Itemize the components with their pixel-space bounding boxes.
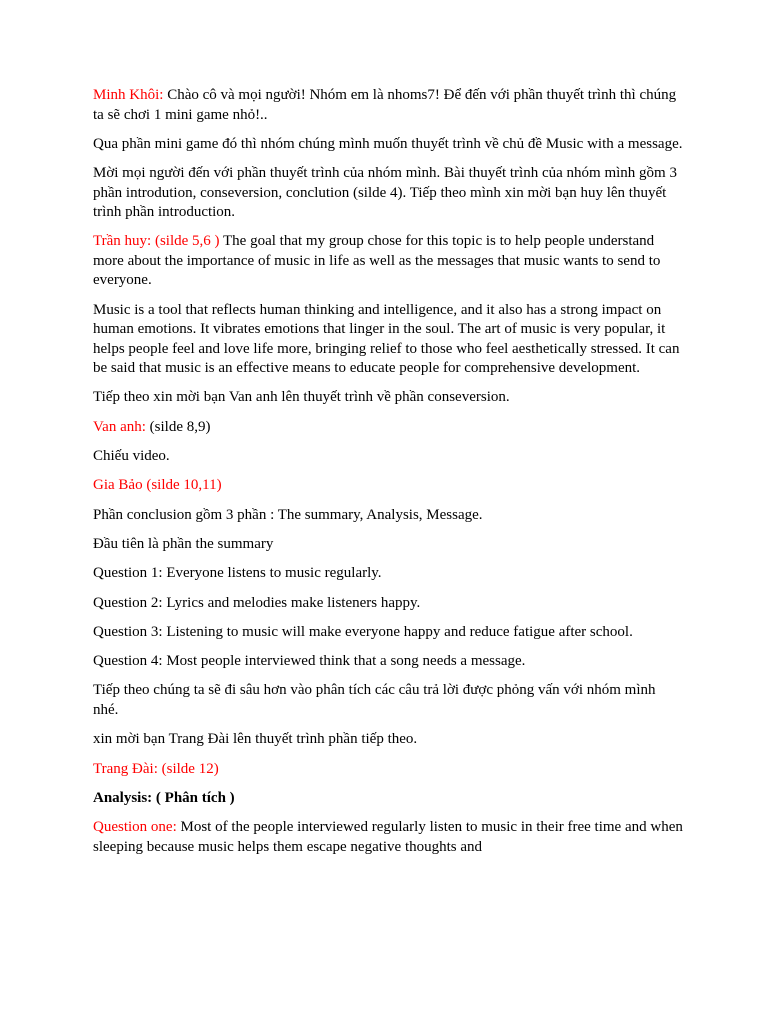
paragraph-question-1 bbox=[93, 564, 683, 584]
paragraph-music-tool bbox=[93, 301, 683, 379]
paragraph-text: Phần conclusion gồm 3 phần : The summary, Analysis, Message. bbox=[93, 506, 483, 523]
paragraph-text: Question 4: Most people interviewed think that a song needs a message. bbox=[93, 653, 526, 670]
paragraph-analysis-transition bbox=[93, 681, 683, 720]
paragraph-text: Chiếu video. bbox=[93, 448, 170, 465]
paragraph-invite-trang-dai bbox=[93, 730, 683, 750]
paragraph-text: (silde 8,9) bbox=[145, 418, 211, 435]
paragraph-question-4 bbox=[93, 652, 683, 672]
paragraph-question-2 bbox=[93, 594, 683, 614]
paragraph-van-anh bbox=[93, 418, 683, 438]
speaker-gia-bao: Gia Bảo (silde 10,11) bbox=[93, 477, 222, 494]
paragraph-introduction bbox=[93, 232, 683, 291]
heading-text: Analysis: ( Phân tích ) bbox=[93, 789, 235, 806]
paragraph-video bbox=[93, 447, 683, 467]
paragraph-summary-intro bbox=[93, 535, 683, 555]
paragraph-text: Most of the people interviewed regularly listen to music in their free time and when sleeping because music helps them escape negative thoughts and bbox=[93, 819, 683, 855]
paragraph-text: Mời mọi người đến với phần thuyết trình của nhóm mình. Bài thuyết trình của nhóm mình gồm 3 phần introdution, conseversion, conclution (silde 4). Tiếp theo mình xin mời bạn huy lên thuyết trình phần introduction. bbox=[93, 165, 677, 221]
speaker-trang-dai: Trang Đài: (silde 12) bbox=[93, 760, 219, 777]
analysis-heading bbox=[93, 789, 683, 809]
paragraph-text: Tiếp theo xin mời bạn Van anh lên thuyết trình về phần conseversion. bbox=[93, 389, 510, 406]
paragraph-outline bbox=[93, 164, 683, 223]
speaker-van-anh: Van anh: bbox=[93, 418, 146, 435]
document-page bbox=[93, 86, 683, 867]
speaker-minh-khoi: Minh Khôi: bbox=[93, 87, 164, 103]
label-question-one: Question one: bbox=[93, 819, 177, 836]
paragraph-transition-van-anh bbox=[93, 388, 683, 408]
paragraph-intro bbox=[93, 86, 683, 125]
paragraph-text: The goal that my group chose for this topic is to help people understand more about the importance of music in life as well as the messages that music wants to send to everyone. bbox=[93, 233, 661, 289]
paragraph-text: Music is a tool that reflects human thinking and intelligence, and it also has a strong impact on human emotions. It vibrates emotions that linger in the soul. The art of music is very popular, it helps people feel and love life more, bringing relief to those who feel aesthetically stressed. It can be said that music is an effective means to educate people for comprehensive development. bbox=[93, 301, 680, 377]
paragraph-text: Qua phần mini game đó thì nhóm chúng mình muốn thuyết trình về chủ đề Music with a message. bbox=[93, 135, 683, 152]
speaker-tran-huy: Trần huy: (silde 5,6 ) bbox=[93, 233, 220, 250]
paragraph-gia-bao bbox=[93, 476, 683, 496]
paragraph-conclusion-parts bbox=[93, 506, 683, 526]
paragraph-text: Chào cô và mọi người! Nhóm em là nhoms7! Để đến với phần thuyết trình thì chúng ta sẽ chơi 1 mini game nhỏ!.. bbox=[93, 87, 677, 123]
paragraph-text: Đầu tiên là phần the summary bbox=[93, 535, 274, 552]
paragraph-text: Question 2: Lyrics and melodies make listeners happy. bbox=[93, 594, 421, 611]
paragraph-trang-dai bbox=[93, 760, 683, 780]
paragraph-text: Question 3: Listening to music will make everyone happy and reduce fatigue after school. bbox=[93, 623, 633, 640]
paragraph-question-3 bbox=[93, 623, 683, 643]
paragraph-text: Question 1: Everyone listens to music regularly. bbox=[93, 565, 382, 582]
paragraph-text: Tiếp theo chúng ta sẽ đi sâu hơn vào phân tích các câu trả lời được phỏng vấn với nhóm mình nhé. bbox=[93, 682, 656, 718]
paragraph-topic bbox=[93, 135, 683, 155]
paragraph-text: xin mời bạn Trang Đài lên thuyết trình phần tiếp theo. bbox=[93, 731, 418, 748]
paragraph-question-one bbox=[93, 818, 683, 857]
